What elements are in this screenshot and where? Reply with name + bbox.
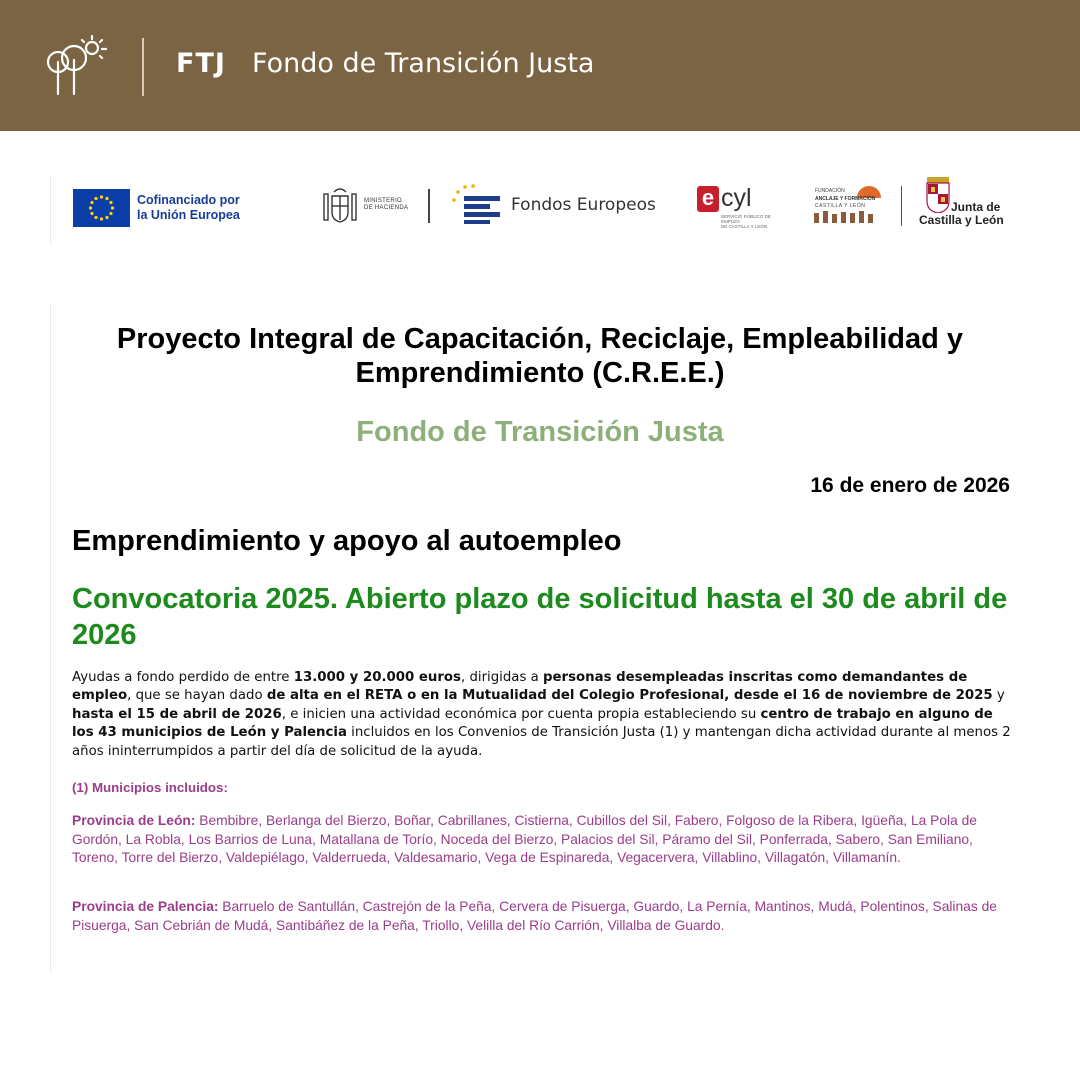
palencia-list: Barruelo de Santullán, Castrejón de la Peña, Cervera de Pisuerga, Guardo, La Pernía, Mantinos, Mudá, Polentinos, Salinas de Pisuerga, San Cebrián de Mudá, Santibáñez de la Peña, Triollo, Velilla del Río Carrión, Villalba de Guardo. xyxy=(72,899,997,933)
para-text: , e inicien una actividad económica por cuenta propia estableciendo su xyxy=(281,706,761,722)
convocatoria-headline: Convocatoria 2025. Abierto plazo de solicitud hasta el 30 de abril de 2026 xyxy=(72,583,1008,651)
ecyl-wordmark: cyl xyxy=(721,184,752,212)
description-paragraph xyxy=(72,669,1017,761)
junta-separator xyxy=(901,186,902,226)
eu-flag-icon xyxy=(73,189,130,227)
junta-line-2: Castilla y León xyxy=(919,213,1004,227)
building-silhouettes-icon xyxy=(813,211,881,223)
para-bold: hasta el 15 de abril de 2026 xyxy=(72,706,282,722)
junta-cyl-shield-icon xyxy=(925,177,951,213)
ecyl-logo xyxy=(697,186,781,230)
header-bar xyxy=(0,0,1080,131)
fundacion-line-1: FUNDACIÓN xyxy=(815,188,845,194)
ministerio-hacienda-text xyxy=(364,198,408,212)
para-bold: personas desempleadas inscritas como demandantes de empleo xyxy=(72,670,968,704)
para-text: incluidos en los Convenios de Transición Justa (1) y mantengan dicha actividad durante al menos 2 años ininterrumpidos a partir del día de solicitud de la ayuda. xyxy=(72,725,1011,759)
fondos-europeos-text: Fondos Europeos xyxy=(511,195,656,215)
ftj-trees-sun-logo xyxy=(42,32,118,100)
section-title: Emprendimiento y apoyo al autoempleo xyxy=(72,525,622,557)
para-text: y xyxy=(992,688,1005,704)
municipios-heading: (1) Municipios incluidos: xyxy=(72,780,228,795)
eu-line-2: la Unión Europea xyxy=(137,208,240,222)
para-text: , que se hayan dado xyxy=(127,688,267,704)
eu-line-1: Cofinanciado por xyxy=(137,193,240,207)
ecyl-sub-2: DE CASTILLA Y LEÓN xyxy=(721,224,768,229)
hacienda-separator xyxy=(428,189,430,223)
publication-date: 16 de enero de 2026 xyxy=(810,474,1010,497)
fundacion-line-3: CASTILLA Y LEÓN xyxy=(815,203,866,209)
palencia-label: Provincia de Palencia: xyxy=(72,899,219,914)
header-name: Fondo de Transición Justa xyxy=(252,48,595,79)
page-title: Proyecto Integral de Capacitación, Reciclaje, Empleabilidad y Emprendimiento (C.R.E.E.) xyxy=(116,323,964,389)
para-text: , dirigidas a xyxy=(460,670,543,685)
leon-label: Provincia de León: xyxy=(72,813,196,828)
logos-strip-border xyxy=(50,175,51,243)
ecyl-e-mark: e xyxy=(697,186,719,212)
fundacion-line-2: ANCLAJE Y FORMACIÓN xyxy=(815,196,876,202)
content-border xyxy=(50,304,51,972)
page-subtitle: Fondo de Transición Justa xyxy=(356,416,724,448)
para-bold: de alta en el RETA o en la Mutualidad del Colegio Profesional, desde el 16 de noviembre de 2025 xyxy=(266,688,993,704)
fundacion-anclaje-logo xyxy=(813,186,885,226)
spain-coat-of-arms-icon xyxy=(320,184,360,226)
hacienda-line-1: MINISTERIO xyxy=(364,198,403,204)
fondos-europeos-icon xyxy=(450,184,504,226)
para-text: Ayudas a fondo perdido de entre xyxy=(72,670,294,685)
eu-cofinanciado-text xyxy=(137,193,240,223)
header-divider xyxy=(142,38,144,96)
para-bold: 13.000 y 20.000 euros xyxy=(293,670,461,685)
junta-line-1: Junta de xyxy=(951,200,1001,214)
hacienda-line-2: DE HACIENDA xyxy=(364,205,409,211)
ecyl-sub-1: SERVICIO PÚBLICO DE EMPLEO xyxy=(721,214,771,224)
provincia-leon xyxy=(72,812,1017,868)
ecyl-subtitle xyxy=(721,214,781,229)
provincia-palencia xyxy=(72,898,1017,935)
leon-list: Bembibre, Berlanga del Bierzo, Boñar, Cabrillanes, Cistierna, Cubillos del Sil, Fabero, Folgoso de la Ribera, Igüeña, La Pola de Gordón, La Robla, Los Barrios de Luna, Matallana de Torío, Noceda del Bierzo, Palacios del Sil, Páramo del Sil, Ponferrada, Sabero, San Emiliano, Toreno, Torre del Bierzo, Valdepiélago, Valderrueda, Valdesamario, Vega de Espinareda, Vegacervera, Villablino, Villagatón, Villamanín. xyxy=(72,813,977,865)
header-abbr: FTJ xyxy=(176,48,226,79)
para-bold: centro de trabajo en alguno de los 43 municipios de León y Palencia xyxy=(72,706,993,741)
